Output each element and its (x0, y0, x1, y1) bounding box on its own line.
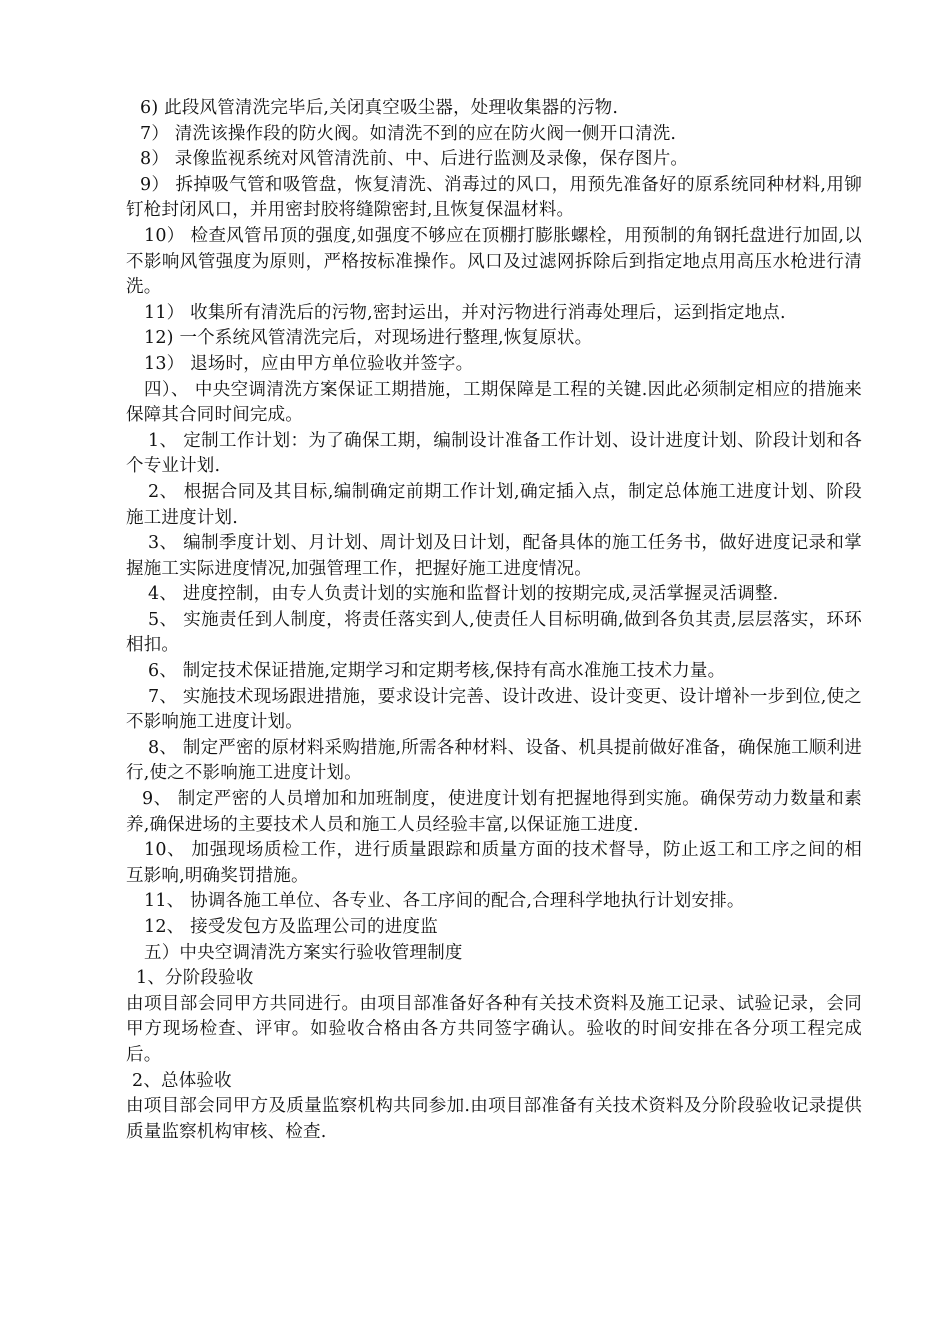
measure-2: 2、 根据合同及其目标,编制确定前期工作计划,确定插入点，制定总体施工进度计划、阶段施工进度计划. (126, 481, 862, 528)
subheading-overall-acceptance: 2、总体验收 (132, 1070, 232, 1091)
paragraph-step-11: 11） 收集所有清洗后的污物,密封运出，并对污物进行消毒处理后，运到指定地点. (144, 302, 786, 323)
measure-12: 12、 接受发包方及监理公司的进度监 (144, 917, 438, 937)
measure-5: 5、 实施责任到人制度，将责任落实到人,使责任人目标明确,做到各负其责,层层落实，环环相扣。 (126, 609, 862, 656)
measure-3: 3、 编制季度计划、月计划、周计划及日计划，配备具体的施工任务书，做好进度记录和掌握施工实际进度情况,加强管理工作，把握好施工进度情况。 (126, 533, 862, 579)
measure-10: 10、 加强现场质检工作，进行质量跟踪和质量方面的技术督导，防止返工和工序之间的相互影响,明确奖罚措施。 (126, 840, 862, 886)
section-heading-acceptance: 五）中央空调清洗方案实行验收管理制度 (144, 942, 463, 963)
paragraph-step-13: 13） 退场时，应由甲方单位验收并签字。 (144, 353, 474, 374)
measure-11: 11、 协调各施工单位、各专业、各工序间的配合,合理科学地执行计划安排。 (144, 891, 745, 912)
measure-6: 6、 制定技术保证措施,定期学习和定期考核,保持有高水准施工技术力量。 (148, 661, 726, 682)
measure-4: 4、 进度控制，由专人负责计划的实施和监督计划的按期完成,灵活掌握灵活调整. (148, 584, 779, 605)
paragraph-step-12: 12) 一个系统风管清洗完后，对现场进行整理,恢复原状。 (144, 328, 593, 349)
measure-9: 9、 制定严密的人员增加和加班制度，使进度计划有把握地得到实施。确保劳动力数量和素养,确保进场的主要技术人员和施工人员经验丰富,以保证施工进度. (126, 789, 862, 835)
paragraph-step-8: 8） 录像监视系统对风管清洗前、中、后进行监测及录像，保存图片。 (140, 149, 689, 170)
paragraph-step-10: 10） 检查风管吊顶的强度,如强度不够应在顶棚打膨胀螺栓，用预制的角钢托盘进行加固,以不影响风管强度为原则，严格按标准操作。风口及过滤网拆除后到指定地点用高压水枪进行清洗。 (126, 225, 862, 298)
body-stage-acceptance: 由项目部会同甲方共同进行。由项目部准备好各种有关技术资料及施工记录、试验记录，会同甲方现场检查、评审。如验收合格由各方共同签字确认。验收的时间安排在各分项工程完成后。 (126, 993, 862, 1065)
measure-1: 1、 定制工作计划：为了确保工期，编制设计准备工作计划、设计进度计划、阶段计划和各个专业计划. (126, 430, 862, 477)
measure-7: 7、 实施技术现场跟进措施，要求设计完善、设计改进、设计变更、设计增补一步到位,使之不影响施工进度计划。 (126, 686, 862, 733)
paragraph-step-7: 7） 清洗该操作段的防火阀。如清洗不到的应在防火阀一侧开口清洗. (140, 123, 677, 144)
measure-8: 8、 制定严密的原材料采购措施,所需各种材料、设备、机具提前做好准备，确保施工顺利进行,使之不影响施工进度计划。 (126, 737, 862, 784)
body-overall-acceptance: 由项目部会同甲方及质量监察机构共同参加.由项目部准备有关技术资料及分阶段验收记录提供质量监察机构审核、检查. (126, 1096, 862, 1142)
document-page (126, 96, 862, 1145)
paragraph-step-9: 9） 拆掉吸气管和吸管盘，恢复清洗、消毒过的风口，用预先准备好的原系统同种材料,用铆钉枪封闭风口，并用密封胶将缝隙密封,且恢复保温材料。 (126, 174, 862, 221)
paragraph-step-6: 6) 此段风管清洗完毕后,关闭真空吸尘器，处理收集器的污物. (140, 98, 619, 118)
subheading-stage-acceptance: 1、分阶段验收 (136, 968, 254, 989)
section-heading-schedule-guarantee: 四）、 中央空调清洗方案保证工期措施，工期保障是工程的关键.因此必须制定相应的措施来保障其合同时间完成。 (126, 379, 862, 426)
